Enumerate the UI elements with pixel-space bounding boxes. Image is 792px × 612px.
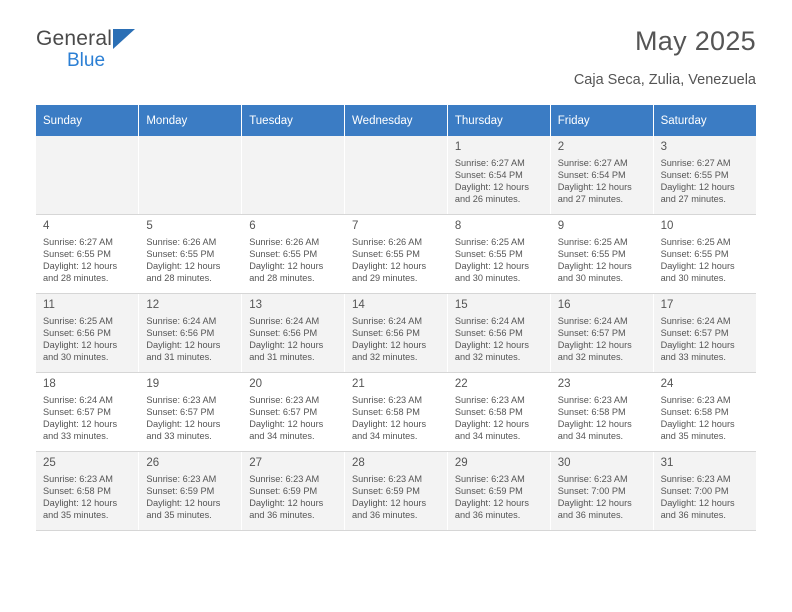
sunrise-text: Sunrise: 6:24 AM	[352, 316, 422, 326]
page-title: May 2025	[635, 26, 756, 56]
sunrise-text: Sunrise: 6:23 AM	[660, 474, 731, 484]
day-number: 24	[660, 378, 674, 390]
day-number: 28	[352, 457, 365, 469]
calendar-week-row	[36, 136, 756, 215]
day-cell[interactable]	[447, 215, 550, 294]
sunset-text: Sunset: 6:55 PM	[660, 249, 729, 260]
daylight-text-line1: Daylight: 12 hours	[352, 340, 427, 351]
day-number: 19	[146, 378, 160, 390]
daylight-text-line2: and 32 minutes.	[454, 352, 521, 363]
sunrise-text: Sunrise: 6:23 AM	[352, 474, 422, 484]
daylight-text-line1: Daylight: 12 hours	[146, 419, 221, 430]
daylight-text-line1: Daylight: 12 hours	[557, 261, 632, 272]
sunset-text: Sunset: 6:59 PM	[146, 486, 215, 497]
sunrise-text: Sunrise: 6:23 AM	[43, 474, 113, 484]
daylight-text-line1: Daylight: 12 hours	[249, 498, 324, 509]
daylight-text-line2: and 35 minutes.	[43, 510, 109, 521]
daylight-text-line1: Daylight: 12 hours	[557, 340, 632, 351]
day-cell-empty	[345, 136, 448, 215]
day-number: 25	[43, 457, 56, 469]
day-cell-empty	[139, 136, 242, 215]
weekday-header-friday: Friday	[550, 105, 653, 136]
daylight-text-line2: and 36 minutes.	[249, 510, 315, 521]
day-cell[interactable]	[653, 373, 756, 452]
calendar-week-row	[36, 452, 756, 531]
sunset-text: Sunset: 6:58 PM	[557, 407, 626, 418]
sunset-text: Sunset: 6:56 PM	[454, 328, 523, 339]
day-number: 20	[249, 378, 262, 390]
day-number: 1	[454, 141, 462, 153]
day-number: 8	[454, 220, 462, 232]
daylight-text-line1: Daylight: 12 hours	[146, 261, 221, 272]
day-cell[interactable]	[36, 452, 139, 531]
weekday-header-thursday: Thursday	[447, 105, 550, 136]
sunset-text: Sunset: 6:55 PM	[454, 249, 523, 260]
sunset-text: Sunset: 6:55 PM	[146, 249, 215, 260]
day-cell[interactable]	[447, 136, 550, 215]
sunset-text: Sunset: 6:54 PM	[557, 170, 626, 181]
day-cell[interactable]	[36, 215, 139, 294]
daylight-text-line2: and 36 minutes.	[660, 510, 726, 521]
daylight-text-line2: and 36 minutes.	[557, 510, 624, 521]
page-header	[36, 0, 756, 88]
sunrise-text: Sunrise: 6:23 AM	[146, 474, 217, 484]
sunrise-text: Sunrise: 6:26 AM	[352, 237, 422, 247]
day-number: 12	[146, 299, 160, 311]
day-cell[interactable]	[139, 452, 242, 531]
daylight-text-line1: Daylight: 12 hours	[43, 340, 118, 351]
daylight-text-line1: Daylight: 12 hours	[249, 261, 324, 272]
day-cell[interactable]	[550, 294, 653, 373]
sunset-text: Sunset: 7:00 PM	[660, 486, 729, 497]
daylight-text-line1: Daylight: 12 hours	[454, 340, 529, 351]
day-cell[interactable]	[242, 452, 345, 531]
day-number: 23	[557, 378, 571, 390]
sunset-text: Sunset: 6:55 PM	[352, 249, 420, 260]
day-cell[interactable]	[447, 294, 550, 373]
day-number: 2	[557, 141, 565, 153]
daylight-text-line2: and 36 minutes.	[454, 510, 521, 521]
sunrise-text: Sunrise: 6:24 AM	[454, 316, 525, 326]
logo-text-general: General	[36, 27, 113, 50]
day-cell[interactable]	[550, 215, 653, 294]
day-number: 29	[454, 457, 468, 469]
sunset-text: Sunset: 6:59 PM	[249, 486, 318, 497]
general-blue-logo[interactable]	[36, 28, 256, 70]
sunrise-text: Sunrise: 6:25 AM	[43, 316, 113, 326]
calendar-table	[36, 105, 756, 531]
day-cell[interactable]	[550, 136, 653, 215]
daylight-text-line2: and 31 minutes.	[249, 352, 315, 363]
sunset-text: Sunset: 6:56 PM	[352, 328, 420, 339]
day-number: 17	[660, 299, 674, 311]
sunrise-text: Sunrise: 6:25 AM	[454, 237, 525, 247]
daylight-text-line2: and 33 minutes.	[43, 431, 109, 442]
day-cell[interactable]	[653, 136, 756, 215]
sunset-text: Sunset: 6:56 PM	[146, 328, 215, 339]
daylight-text-line2: and 32 minutes.	[557, 352, 624, 363]
day-cell[interactable]	[242, 294, 345, 373]
day-cell[interactable]	[345, 452, 448, 531]
sunset-text: Sunset: 6:54 PM	[454, 170, 523, 181]
sunrise-text: Sunrise: 6:24 AM	[557, 316, 628, 326]
daylight-text-line2: and 33 minutes.	[660, 352, 726, 363]
sunrise-text: Sunrise: 6:25 AM	[557, 237, 628, 247]
page-subtitle: Caja Seca, Zulia, Venezuela	[573, 72, 756, 88]
logo-text-blue: Blue	[67, 50, 106, 71]
day-number: 5	[146, 220, 153, 232]
sunrise-text: Sunrise: 6:23 AM	[660, 395, 731, 405]
sunrise-text: Sunrise: 6:24 AM	[660, 316, 731, 326]
sunset-text: Sunset: 6:58 PM	[660, 407, 729, 418]
daylight-text-line1: Daylight: 12 hours	[660, 498, 735, 509]
calendar-header-row	[36, 105, 756, 136]
day-number: 21	[352, 378, 365, 390]
sunset-text: Sunset: 6:55 PM	[557, 249, 626, 260]
day-number: 4	[43, 220, 50, 232]
daylight-text-line2: and 27 minutes.	[557, 194, 624, 205]
daylight-text-line1: Daylight: 12 hours	[43, 419, 118, 430]
sunset-text: Sunset: 6:59 PM	[454, 486, 523, 497]
sunrise-text: Sunrise: 6:26 AM	[249, 237, 320, 247]
day-number: 26	[146, 457, 160, 469]
day-cell[interactable]	[447, 452, 550, 531]
daylight-text-line2: and 34 minutes.	[249, 431, 315, 442]
day-number: 6	[249, 220, 256, 232]
sunrise-text: Sunrise: 6:23 AM	[454, 474, 525, 484]
daylight-text-line2: and 26 minutes.	[454, 194, 521, 205]
daylight-text-line2: and 35 minutes.	[660, 431, 726, 442]
day-cell[interactable]	[550, 373, 653, 452]
day-number: 15	[454, 299, 468, 311]
sunrise-text: Sunrise: 6:27 AM	[454, 158, 525, 168]
sunset-text: Sunset: 6:56 PM	[249, 328, 318, 339]
day-number: 9	[557, 220, 565, 232]
day-number: 18	[43, 378, 56, 390]
sunrise-text: Sunrise: 6:24 AM	[43, 395, 113, 405]
sunset-text: Sunset: 6:57 PM	[249, 407, 318, 418]
sunset-text: Sunset: 6:56 PM	[43, 328, 111, 339]
daylight-text-line2: and 31 minutes.	[146, 352, 212, 363]
day-cell-empty	[36, 136, 139, 215]
daylight-text-line1: Daylight: 12 hours	[557, 182, 632, 193]
sunset-text: Sunset: 6:58 PM	[352, 407, 420, 418]
sunset-text: Sunset: 6:57 PM	[660, 328, 729, 339]
day-cell[interactable]	[242, 215, 345, 294]
calendar-week-row	[36, 373, 756, 452]
sunset-text: Sunset: 6:58 PM	[454, 407, 523, 418]
daylight-text-line1: Daylight: 12 hours	[557, 419, 632, 430]
daylight-text-line1: Daylight: 12 hours	[249, 419, 324, 430]
day-number: 16	[557, 299, 571, 311]
day-number: 14	[352, 299, 365, 311]
day-cell[interactable]	[653, 452, 756, 531]
daylight-text-line2: and 35 minutes.	[146, 510, 212, 521]
sunrise-text: Sunrise: 6:24 AM	[146, 316, 217, 326]
day-number: 3	[660, 141, 667, 153]
sunrise-text: Sunrise: 6:23 AM	[454, 395, 525, 405]
daylight-text-line1: Daylight: 12 hours	[660, 340, 735, 351]
day-cell[interactable]	[36, 373, 139, 452]
daylight-text-line1: Daylight: 12 hours	[454, 498, 529, 509]
daylight-text-line2: and 34 minutes.	[557, 431, 624, 442]
day-number: 22	[454, 378, 468, 390]
sunset-text: Sunset: 6:55 PM	[43, 249, 111, 260]
day-number: 10	[660, 220, 674, 232]
flag-icon	[113, 29, 135, 49]
sunset-text: Sunset: 7:00 PM	[557, 486, 626, 497]
day-cell[interactable]	[345, 373, 448, 452]
sunset-text: Sunset: 6:57 PM	[146, 407, 215, 418]
daylight-text-line2: and 27 minutes.	[660, 194, 726, 205]
daylight-text-line1: Daylight: 12 hours	[146, 340, 221, 351]
sunrise-text: Sunrise: 6:26 AM	[146, 237, 217, 247]
day-number: 7	[352, 220, 359, 232]
sunset-text: Sunset: 6:58 PM	[43, 486, 111, 497]
sunrise-text: Sunrise: 6:23 AM	[249, 395, 320, 405]
sunrise-text: Sunrise: 6:24 AM	[249, 316, 320, 326]
weekday-header-sunday: Sunday	[36, 105, 139, 136]
day-cell[interactable]	[550, 452, 653, 531]
day-number: 11	[43, 299, 55, 311]
day-number: 31	[660, 457, 674, 469]
sunrise-text: Sunrise: 6:23 AM	[557, 474, 628, 484]
weekday-header-wednesday: Wednesday	[345, 105, 448, 136]
weekday-header-saturday: Saturday	[653, 105, 756, 136]
daylight-text-line1: Daylight: 12 hours	[146, 498, 221, 509]
calendar-week-row	[36, 215, 756, 294]
sunrise-text: Sunrise: 6:25 AM	[660, 237, 731, 247]
sunset-text: Sunset: 6:55 PM	[660, 170, 729, 181]
daylight-text-line1: Daylight: 12 hours	[352, 261, 427, 272]
day-cell[interactable]	[139, 215, 242, 294]
sunrise-text: Sunrise: 6:27 AM	[660, 158, 731, 168]
sunset-text: Sunset: 6:55 PM	[249, 249, 318, 260]
day-cell[interactable]	[447, 373, 550, 452]
day-cell[interactable]	[139, 373, 242, 452]
daylight-text-line2: and 33 minutes.	[146, 431, 212, 442]
daylight-text-line2: and 30 minutes.	[557, 273, 624, 284]
daylight-text-line2: and 34 minutes.	[454, 431, 521, 442]
daylight-text-line1: Daylight: 12 hours	[454, 419, 529, 430]
daylight-text-line2: and 30 minutes.	[660, 273, 726, 284]
daylight-text-line2: and 29 minutes.	[352, 273, 418, 284]
day-number: 30	[557, 457, 571, 469]
daylight-text-line1: Daylight: 12 hours	[43, 498, 118, 509]
weekday-header-tuesday: Tuesday	[242, 105, 345, 136]
day-number: 13	[249, 299, 262, 311]
daylight-text-line1: Daylight: 12 hours	[557, 498, 632, 509]
daylight-text-line1: Daylight: 12 hours	[43, 261, 118, 272]
daylight-text-line1: Daylight: 12 hours	[352, 419, 427, 430]
daylight-text-line2: and 30 minutes.	[43, 352, 109, 363]
daylight-text-line2: and 28 minutes.	[43, 273, 109, 284]
day-cell[interactable]	[242, 373, 345, 452]
sunrise-text: Sunrise: 6:23 AM	[146, 395, 217, 405]
sunset-text: Sunset: 6:59 PM	[352, 486, 420, 497]
day-number: 27	[249, 457, 262, 469]
daylight-text-line1: Daylight: 12 hours	[660, 419, 735, 430]
weekday-header-monday: Monday	[139, 105, 242, 136]
day-cell[interactable]	[345, 294, 448, 373]
day-cell[interactable]	[139, 294, 242, 373]
calendar-week-row	[36, 294, 756, 373]
daylight-text-line2: and 34 minutes.	[352, 431, 418, 442]
sunset-text: Sunset: 6:57 PM	[557, 328, 626, 339]
daylight-text-line1: Daylight: 12 hours	[249, 340, 324, 351]
day-cell[interactable]	[653, 215, 756, 294]
daylight-text-line2: and 30 minutes.	[454, 273, 521, 284]
daylight-text-line2: and 28 minutes.	[249, 273, 315, 284]
sunrise-text: Sunrise: 6:27 AM	[557, 158, 628, 168]
daylight-text-line1: Daylight: 12 hours	[660, 182, 735, 193]
day-cell[interactable]	[36, 294, 139, 373]
sunrise-text: Sunrise: 6:23 AM	[352, 395, 422, 405]
daylight-text-line1: Daylight: 12 hours	[660, 261, 735, 272]
daylight-text-line1: Daylight: 12 hours	[454, 261, 529, 272]
daylight-text-line1: Daylight: 12 hours	[352, 498, 427, 509]
day-cell-empty	[242, 136, 345, 215]
daylight-text-line2: and 28 minutes.	[146, 273, 212, 284]
sunrise-text: Sunrise: 6:27 AM	[43, 237, 113, 247]
sunrise-text: Sunrise: 6:23 AM	[557, 395, 628, 405]
daylight-text-line2: and 36 minutes.	[352, 510, 418, 521]
sunrise-text: Sunrise: 6:23 AM	[249, 474, 320, 484]
day-cell[interactable]	[345, 215, 448, 294]
daylight-text-line1: Daylight: 12 hours	[454, 182, 529, 193]
daylight-text-line2: and 32 minutes.	[352, 352, 418, 363]
day-cell[interactable]	[653, 294, 756, 373]
sunset-text: Sunset: 6:57 PM	[43, 407, 111, 418]
